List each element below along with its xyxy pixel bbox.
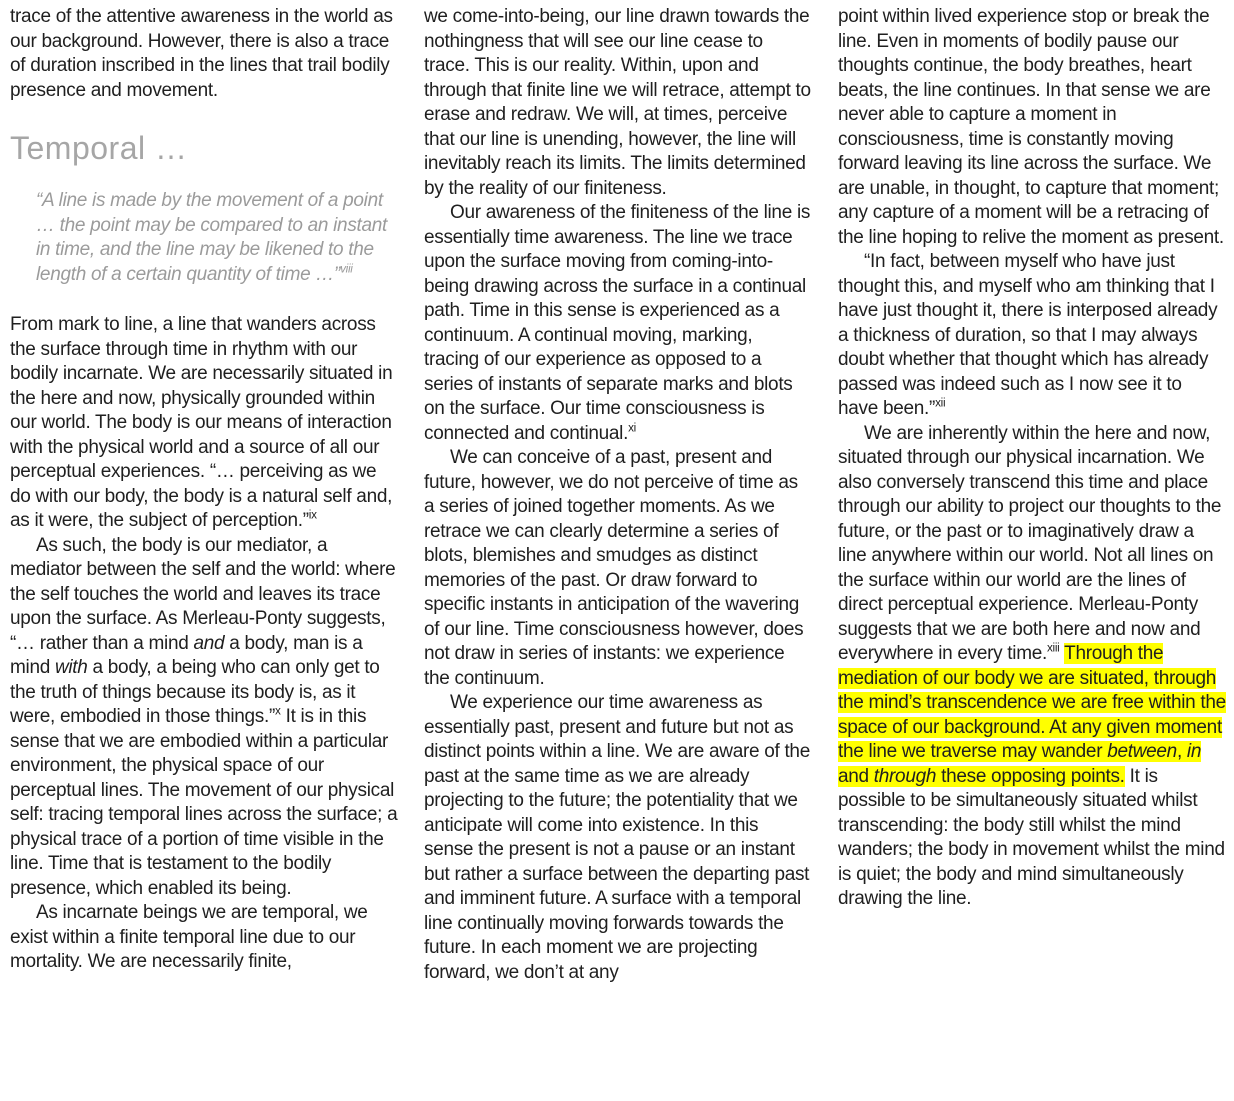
text-run: As incarnate beings we are temporal, we exist within a finite temporal line due to our mortality. We are necessarily finite, bbox=[10, 902, 368, 972]
text-run: we come-into-being, our line drawn towards the nothingness that will see our line cease to trace. This is our reality. Within, upon and through that finite line we will retrace, attempt to erase and redraw. We will, at times, perceive that our line is unending, however, the line will inevitably reach its limits. The limits determined by the reality of our finiteness. bbox=[424, 6, 811, 199]
text-run: “A line is made by the movement of a point … the point may be compared to an instant in time, and the line may be likened to the length of a certain quantity of time …” bbox=[36, 190, 388, 285]
text-run: Temporal … bbox=[10, 130, 188, 166]
highlighted-text-run: and bbox=[838, 765, 874, 787]
highlighted-text-run: these opposing points. bbox=[936, 765, 1125, 787]
highlighted-text-run: between bbox=[1107, 741, 1177, 762]
text-run: point within lived experience stop or break the line. Even in moments of bodily pause our thoughts continue, the body breathes, heart beats, the line continues. In that sense we are never able to capture a moment in consciousness, time is constantly moving forward leaving its line across the surface. We are unable, in thought, to capture that moment; any capture of a moment will be a retracing of the line hoping to relive the moment as present. bbox=[838, 6, 1224, 248]
text-run: From mark to line, a line that wanders across the surface through time in rhythm with our bodily incarnate. We are necessarily situated in the here and now, physically grounded within our world. The body is our means of interaction with the physical world and a source of all our perceptual experiences. “… perceiving as we do with our body, the body is a natural self and, as it were, the subject of perception.” bbox=[10, 314, 393, 531]
paragraph bbox=[10, 901, 398, 975]
text-run: with bbox=[54, 657, 88, 678]
footnote-ref: viii bbox=[340, 262, 353, 276]
highlighted-text-run: through bbox=[873, 765, 937, 787]
footnote-ref: xi bbox=[628, 421, 636, 435]
section-heading bbox=[10, 129, 398, 167]
text-run: We can conceive of a past, present and future, however, we do not perceive of time as a series of joined together moments. As we retrace we can clearly determine a series of blots, blemishes and smudges as distinct memories of the past. Or draw forward to specific instants in anticipation of the wavering of our line. Time consciousness however, does not draw in series of instants: we experience the continuum. bbox=[424, 447, 804, 689]
text-run: We experience our time awareness as essentially past, present and future but not as distinct points within a line. We are aware of the past at the same time as we are already projecting to the future; the potentiality that we anticipate will come into existence. In this sense the present is not a pause or an instant but rather a surface between the departing past and imminent future. A surface with a temporal line continually moving forwards towards the future. In each moment we are projecting forward, we don’t at any bbox=[424, 692, 810, 983]
footnote-ref: ix bbox=[308, 508, 317, 522]
pull-quote bbox=[36, 189, 392, 287]
paragraph bbox=[838, 422, 1226, 912]
paragraph bbox=[424, 446, 812, 691]
footnote-ref: xiii bbox=[1046, 641, 1060, 655]
column-2 bbox=[424, 5, 812, 985]
text-run: Our awareness of the finiteness of the line is essentially time awareness. The line we trace upon the surface moving from coming-into-being drawing across the surface in a continual path. Time in this sense is experienced as a continuum. A continual moving, marking, tracing of our experience as opposed to a series of instants of separate marks and blots on the surface. Our time consciousness is connected and continual. bbox=[424, 202, 811, 444]
footnote-ref: x bbox=[275, 704, 281, 718]
text-run: a body, man is a mind bbox=[10, 632, 363, 678]
text-run: We are inherently within the here and now, situated through our physical incarnation. We also conversely transcend this time and place through our ability to project our thoughts to the future, or the past or to imaginatively draw a line anywhere within our world. Not all lines on the surface within our world are the lines of direct perceptual experience. Merleau-Ponty suggests that we are both here and now and everywhere in every time. bbox=[838, 422, 1222, 664]
paragraph bbox=[10, 5, 398, 103]
highlighted-text-run: , bbox=[1176, 741, 1187, 762]
paragraph bbox=[424, 201, 812, 446]
text-run: and bbox=[193, 632, 225, 654]
column-3 bbox=[838, 5, 1226, 985]
text-run: It is in this sense that we are embodied within a particular environment, the physical space of our perceptual lines. The movement of our physical self: tracing temporal lines across the surface; a physical trace of a portion of time visible in the line. Time that is testament to the bodily presence, which enabled its being. bbox=[10, 706, 398, 899]
footnote-ref: xii bbox=[935, 396, 946, 410]
paragraph bbox=[838, 5, 1226, 250]
text-run: “In fact, between myself who have just thought this, and myself who am thinking that I have just thought it, there is interposed already a thickness of duration, so that I may always doubt whether that thought which has already passed was indeed such as I now see it to have been.” bbox=[838, 251, 1218, 419]
text-run: It is possible to be simultaneously situated whilst transcending: the body still whilst the mind wanders; the body in movement whilst the mind is quiet; the body and mind simultaneously drawing the line. bbox=[838, 765, 1225, 909]
text-run: trace of the attentive awareness in the world as our background. However, there is also a trace of duration inscribed in the lines that trail bodily presence and movement. bbox=[10, 6, 393, 101]
paragraph bbox=[424, 5, 812, 201]
paragraph bbox=[10, 313, 398, 534]
column-1 bbox=[10, 5, 398, 985]
paragraph bbox=[424, 691, 812, 985]
highlighted-text-run: in bbox=[1186, 741, 1202, 762]
text-run: As such, the body is our mediator, a mediator between the self and the world: where the self touches the world and leaves its trace upon the surface. As Merleau-Ponty suggests, “… rather than a mind bbox=[10, 534, 396, 654]
paragraph bbox=[838, 250, 1226, 422]
paragraph bbox=[10, 534, 398, 902]
text-run: a body, a being who can only get to the truth of things because its body is, as it were, embodied in those things.” bbox=[10, 657, 380, 727]
highlighted-text-run: Through the mediation of our body we are situated, through the mind’s transcendence we are free within the space of our background. At any given moment the line we traverse may wander bbox=[838, 643, 1226, 762]
